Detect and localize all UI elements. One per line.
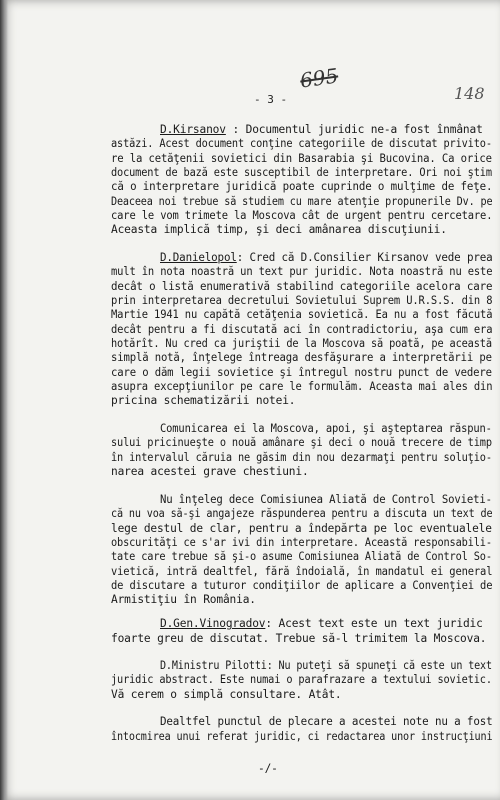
page-footer-mark: -/- xyxy=(258,762,278,775)
text-line: Comunicarea ei la Moscova, apoi, şi aşteptarea răspun- xyxy=(160,422,492,435)
text-line: sului pricinueşte o nouă amânare şi deci o nouă trecere de timp xyxy=(111,436,492,449)
text-line: simplă notă, înţelege întreaga desfăşurare a interpretării pe xyxy=(111,351,492,364)
text-line: astăzi. Acest document conţine categoriile de discutat privito- xyxy=(111,137,492,150)
text-line: foarte greu de discutat. Trebue să-l trimitem la Moscova. xyxy=(111,632,487,645)
text-line: asupra excepţiunilor pe care le formulăm. Aceasta mai ales din xyxy=(111,380,493,393)
text-line: întocmirea unui referat juridic, ci redactarea unor instrucţiuni xyxy=(111,730,493,743)
text-line: D.Danielopol: Cred că D.Consilier Kirsanov vede prea xyxy=(160,251,493,264)
text-line: pricina schematizării notei. xyxy=(111,394,296,407)
text-line: decât o listă enumerativă stabilind categoriile acelora care xyxy=(111,280,493,293)
text-line: de discutare a tuturor condiţiilor de aplicare a Convenţiei de xyxy=(111,579,493,592)
speaker-name: D.Gen.Vinogradov xyxy=(160,617,266,630)
text-line: Nu înţeleg dece Comisiunea Aliată de Control Sovieti- xyxy=(160,493,492,506)
speaker-name: D.Danielopol xyxy=(160,251,237,264)
text-line: D.Ministru Pilotti: Nu puteţi să spuneţi că este un text xyxy=(160,659,492,672)
text-line: prin interpretarea decretului Sovietului Suprem U.R.S.S. din 8 xyxy=(111,294,493,307)
text-line: că nu voa să-şi angajeze răspunderea pentru a discuta un text de xyxy=(111,507,493,520)
text-line: care le vom trimete la Moscova cât de urgent pentru cercetare. xyxy=(111,209,493,222)
text-line: decât pentru a fi discutată aci în contradictoriu, aşa cum era xyxy=(111,323,493,336)
text-line: vietică, intră dealtfel, fără îndoială, în mandatul ei general xyxy=(111,565,493,578)
text-line: Vă cerem o simplă consultare. Atât. xyxy=(111,688,342,701)
text-line: Armistiţiu în România. xyxy=(111,593,256,606)
text-line: Aceasta implică timp, şi deci amânarea discuţiunii. xyxy=(111,223,447,236)
text-line: în intervalul căruia ne găsim din nou dezarmaţi pentru soluţio- xyxy=(111,451,492,464)
handwritten-corner-number: 148 xyxy=(454,84,485,103)
page-number: - 3 - xyxy=(254,93,288,106)
text-line: document de bază este susceptibil de interpretare. Ori noi ştim xyxy=(111,166,492,179)
text-line: D.Kirsanov : Documentul juridic ne-a fost înmânat xyxy=(160,123,483,136)
text-line: mult în nota noastră un text pur juridic. Nota noastră nu este xyxy=(111,265,493,278)
handwritten-archive-number: 695 xyxy=(298,63,340,93)
speaker-name: D.Ministru Pilotti xyxy=(160,659,267,672)
text-line: D.Gen.Vinogradov: Acest text este un text juridic xyxy=(160,617,483,630)
text-line: Deaceea noi trebue să studiem cu mare atenţie propunerile Dv. pe xyxy=(111,195,493,208)
text-line: hotărît. Nu cred ca juriştii de la Moscova să poată, pe această xyxy=(111,337,492,350)
speaker-name: D.Kirsanov xyxy=(160,123,226,136)
text-line: care o dăm legii sovietice şi întregul nostru punct de vedere xyxy=(111,366,492,379)
text-line: narea acestei grave chestiuni. xyxy=(111,465,309,478)
text-line: re la cetăţenii sovietici din Basarabia şi Bucovina. Ca orice xyxy=(111,152,492,165)
text-line: obscurităţi ce s'ar ivi din interpretare. Această responsabili- xyxy=(111,536,492,549)
text-line: juridic abstract. Este numai o parafrazare a textului sovietic. xyxy=(111,673,492,686)
text-line: că o interpretare juridică poate cuprinde o mulţime de feţe. xyxy=(111,180,493,193)
text-line: tate care trebue să şi-o asume Comisiunea Aliată de Control So- xyxy=(111,550,492,563)
text-line: lege destul de clar, pentru a îndepărta pe loc eventualele xyxy=(111,522,492,535)
text-line: Martie 1941 nu capătă cetăţenia sovietică. Ea nu a fost făcută xyxy=(111,308,493,321)
text-line: Dealtfel punctul de plecare a acestei note nu a fost xyxy=(160,715,493,728)
